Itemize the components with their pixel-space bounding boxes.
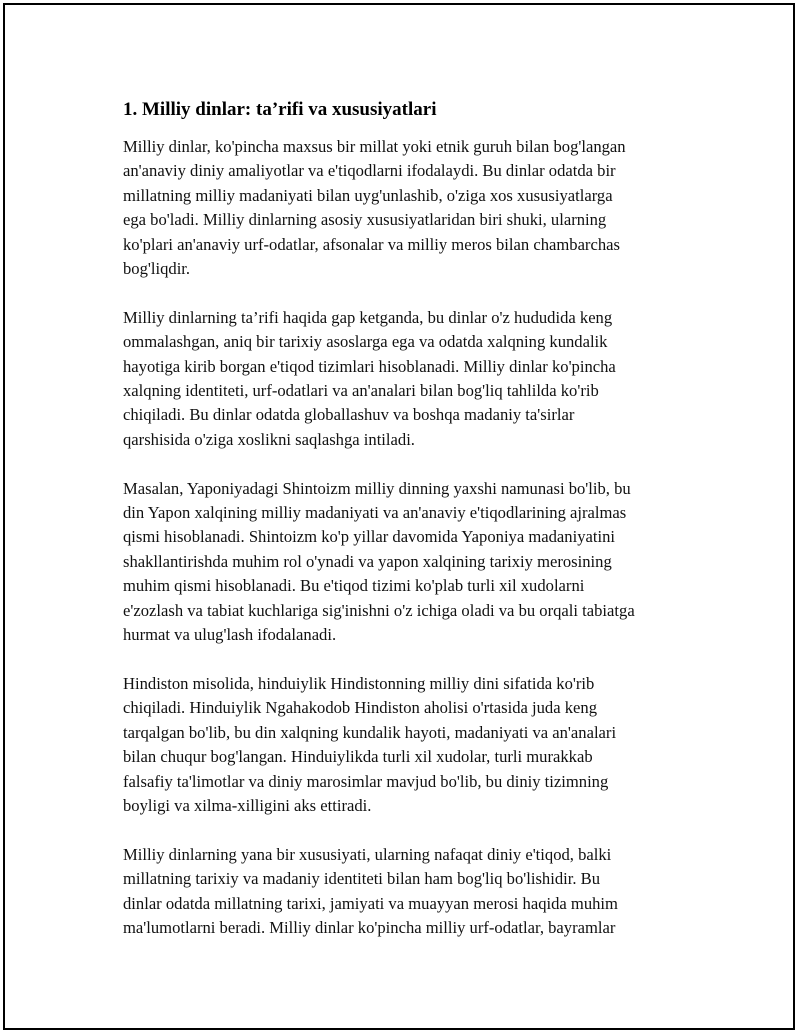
text-line: ko'plari an'anaviy urf-odatlar, afsonalar va milliy meros bilan chambarchas: [123, 234, 620, 254]
text-line: Milliy dinlar, ko'pincha maxsus bir millat yoki etnik guruh bilan bog'langan: [123, 137, 626, 156]
text-line: boyligi va xilma-xilligini aks ettiradi.: [123, 795, 372, 815]
text-line: tarqalgan bo'lib, bu din xalqning kundalik hayoti, madaniyati va an'analari: [123, 722, 617, 742]
text-line: xalqning identiteti, urf-odatlari va an'analari bilan bog'liq tahlilda ko'rib: [123, 381, 599, 401]
text-line: qarshisida o'ziga xoslikni saqlashga intiladi.: [123, 429, 415, 449]
text-line: din Yapon xalqining milliy madaniyati va an'anaviy e'tiqodlarining ajralmas: [123, 503, 627, 523]
page-frame: [3, 3, 795, 1030]
text-line: chiqiladi. Hinduiylik Ngahakodob Hindiston aholisi o'rtasida juda keng: [123, 698, 597, 718]
text-line: ma'lumotlarni beradi. Milliy dinlar ko'pincha milliy urf-odatlar, bayramlar: [123, 917, 616, 937]
paragraph: [123, 477, 703, 648]
text-line: e'zozlash va tabiat kuchlariga sig'inishni o'z ichiga oladi va bu orqali tabiatga: [123, 600, 635, 620]
text-line: ommalashgan, aniq bir tarixiy asoslarga ega va odatda xalqning kundalik: [123, 332, 608, 352]
text-line: bilan chuqur bog'langan. Hinduiylikda turli xil xudolar, turli murakkab: [123, 747, 593, 767]
text-line: Milliy dinlarning yana bir xususiyati, ularning nafaqat diniy e'tiqod, balki: [123, 844, 612, 864]
text-line: ega bo'ladi. Milliy dinlarning asosiy xususiyatlaridan biri shuki, ularning: [123, 210, 607, 230]
text-line: bog'liqdir.: [123, 259, 191, 279]
text-line: Masalan, Yaponiyadagi Shintoizm milliy dinning yaxshi namunasi bo'lib, bu: [123, 478, 631, 498]
paragraph: [123, 135, 703, 281]
text-line: shakllantirishda muhim rol o'ynadi va yapon xalqining tarixiy merosining: [123, 551, 612, 571]
text-line: Hindiston misolida, hinduiylik Hindistonning milliy dini sifatida ko'rib: [123, 673, 595, 693]
text-line: Milliy dinlarning ta’rifi haqida gap ketganda, bu dinlar o'z hududida keng: [123, 307, 613, 327]
text-line: falsafiy ta'limotlar va diniy marosimlar mavjud bo'lib, bu diniy tizimning: [123, 771, 609, 791]
paragraph: [123, 672, 703, 818]
text-line: hurmat va ulug'lash ifodalanadi.: [123, 625, 337, 645]
text-line: an'anaviy diniy amaliyotlar va e'tiqodlarni ifodalaydi. Bu dinlar odatda bir: [123, 161, 616, 181]
text-line: chiqiladi. Bu dinlar odatda globallashuv va boshqa madaniy ta'sirlar: [123, 405, 575, 425]
paragraph: [123, 843, 703, 941]
text-line: millatning tarixiy va madaniy identiteti bilan ham bog'liq bo'lishidir. Bu: [123, 869, 600, 889]
text-line: hayotiga kirib borgan e'tiqod tizimlari hisoblanadi. Milliy dinlar ko'pincha: [123, 356, 616, 376]
text-line: qismi hisoblanadi. Shintoizm ko'p yillar davomida Yaponiya madaniyatini: [123, 527, 615, 547]
paragraph: [123, 306, 703, 452]
document-body: [123, 97, 703, 965]
text-line: millatning milliy madaniyati bilan uyg'unlashib, o'ziga xos xususiyatlarga: [123, 185, 613, 205]
text-line: dinlar odatda millatning tarixi, jamiyati va muayyan merosi haqida muhim: [123, 893, 618, 913]
section-heading: 1. Milliy dinlar: ta’rifi va xususiyatlari: [123, 99, 437, 120]
text-line: muhim qismi hisoblanadi. Bu e'tiqod tizimi ko'plab turli xil xudolarni: [123, 576, 585, 596]
